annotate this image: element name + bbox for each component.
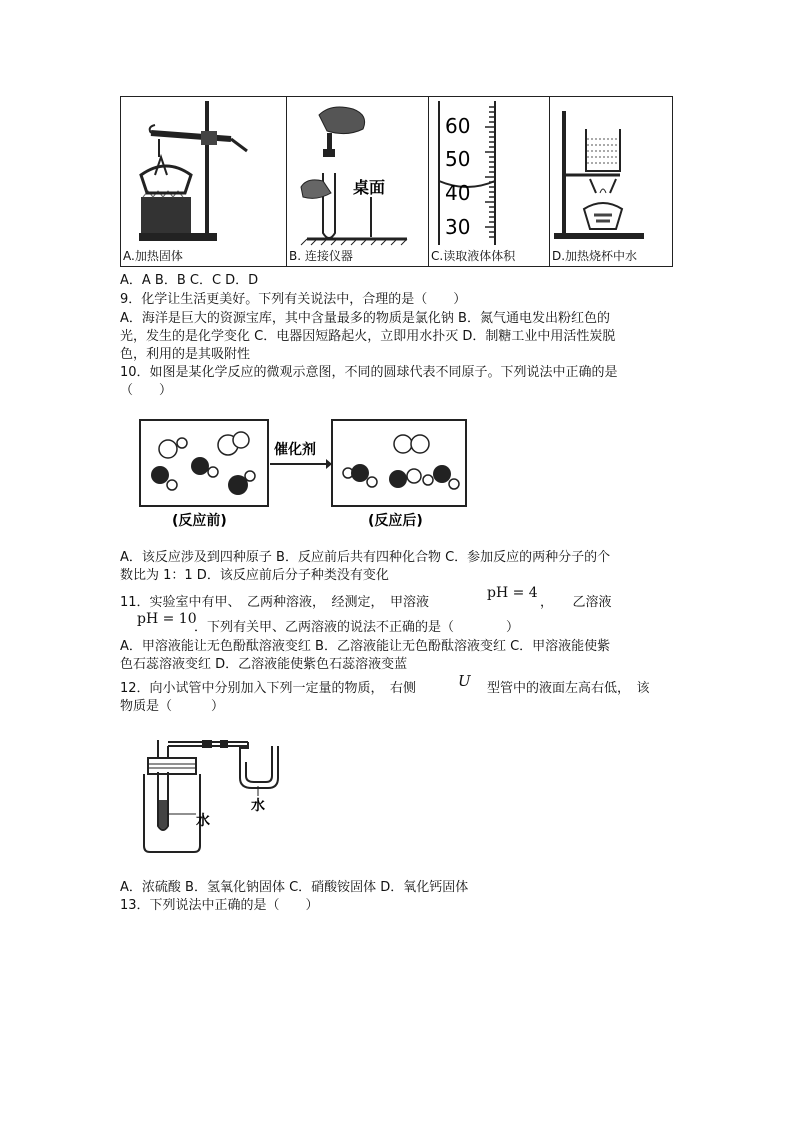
- q12-stem-part2: 型管中的液面左高右低， 该: [487, 681, 650, 696]
- q10-stem-paren: （ ）: [120, 383, 173, 398]
- q11-options-line2: 色石蕊溶液变红 D．乙溶液能使紫色石蕊溶液变蓝: [120, 657, 408, 672]
- q10-options-line2: 数比为 1：1 D．该反应前后分子种类没有变化: [120, 568, 389, 583]
- q9-stem: 9．化学让生活更美好。下列有关说法中，合理的是（ ）: [120, 292, 467, 307]
- u-tube-apparatus: [130, 728, 290, 858]
- water-label-utube: 水: [251, 798, 265, 814]
- figure-d-caption: D.加热烧杯中水: [552, 249, 638, 263]
- q11-ph-b: pH = 10: [137, 611, 197, 627]
- q11-stem-part2: ， 乙溶液: [540, 595, 612, 610]
- figure-table: [120, 96, 673, 267]
- scale-label-30: 30: [445, 215, 471, 239]
- figure-b-caption: B. 连接仪器: [289, 249, 353, 263]
- figure-a-caption: A.加热固体: [123, 249, 183, 263]
- scale-label-60: 60: [445, 114, 471, 138]
- q11-stem-part1: 11．实验室中有甲、 乙两种溶液， 经测定， 甲溶液: [120, 595, 430, 610]
- figure-d-cell: [550, 97, 673, 267]
- q10-options-line1: A．该反应涉及到四种原子 B．反应前后共有四种化合物 C．参加反应的两种分子的个: [120, 550, 611, 565]
- q12-stem-part1: 12．向小试管中分别加入下列一定量的物质， 右侧: [120, 681, 417, 696]
- q12-options: A．浓硫酸 B．氢氧化钠固体 C．硝酸铵固体 D．氧化钙固体: [120, 880, 469, 895]
- after-label: (反应后): [368, 513, 423, 529]
- catalyst-label: 催化剂: [274, 442, 316, 458]
- q12-stem-part3: 物质是（ ）: [120, 699, 225, 714]
- q13-stem: 13．下列说法中正确的是（ ）: [120, 898, 319, 913]
- figure-a-cell: [121, 97, 287, 267]
- heating-solid-illustration: [121, 97, 286, 247]
- connecting-apparatus-illustration: [287, 97, 428, 247]
- desk-label: 桌面: [353, 178, 386, 197]
- q11-ph-a: pH = 4: [487, 585, 538, 601]
- q12-u-symbol: U: [458, 672, 471, 690]
- scale-label-40: 40: [445, 181, 471, 205]
- figure-c-cell: [429, 97, 550, 267]
- reaction-diagram: [130, 412, 475, 532]
- water-label-bottle: 水: [196, 813, 210, 829]
- q11-stem-part3: ．下列有关甲、乙两溶液的说法不正确的是（ ）: [194, 620, 520, 635]
- graduated-cylinder-illustration: [429, 97, 549, 247]
- heating-beaker-illustration: [550, 97, 672, 247]
- q9-options-line2: 光，发生的是化学变化 C．电器因短路起火，立即用水扑灭 D．制糖工业中用活性炭脱: [120, 329, 616, 344]
- q9-options-line3: 色，利用的是其吸附性: [120, 347, 251, 362]
- scale-label-50: 50: [445, 147, 471, 171]
- q10-stem: 10．如图是某化学反应的微观示意图，不同的圆球代表不同原子。下列说法中正确的是: [120, 365, 618, 380]
- q9-options-line1: A．海洋是巨大的资源宝库，其中含量最多的物质是氯化钠 B．氮气通电发出粉红色的: [120, 311, 610, 326]
- figure-b-cell: [287, 97, 429, 267]
- q11-options-line1: A．甲溶液能让无色酚酞溶液变红 B．乙溶液能让无色酚酞溶液变红 C．甲溶液能使紫: [120, 639, 611, 654]
- figure-c-caption: C.读取液体体积: [431, 249, 516, 263]
- before-label: (反应前): [172, 513, 227, 529]
- q8-options: A．A B．B C．C D．D: [120, 273, 259, 288]
